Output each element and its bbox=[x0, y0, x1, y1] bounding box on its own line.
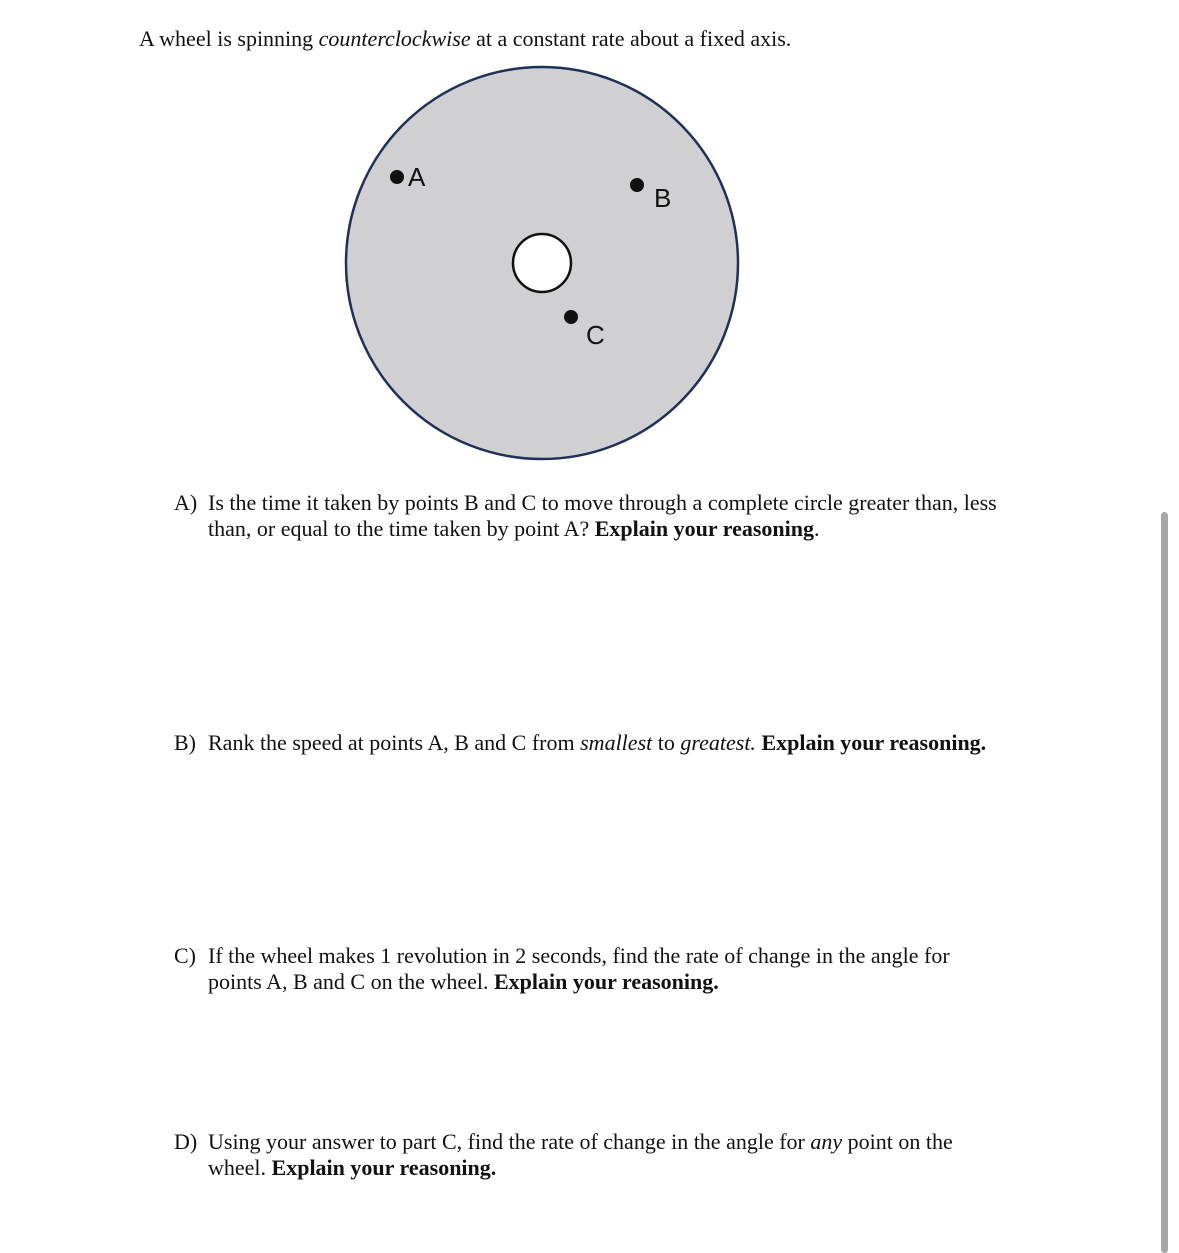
wheel-diagram bbox=[330, 55, 750, 475]
intro-text bbox=[139, 24, 791, 54]
intro-emphasis: counterclockwise bbox=[318, 26, 471, 51]
point-c-dot bbox=[564, 310, 578, 324]
question-a-end: . bbox=[814, 516, 820, 541]
question-b-text1: Rank the speed at points A, B and C from bbox=[208, 730, 581, 755]
point-c-label: C bbox=[586, 320, 605, 350]
question-b-letter: B) bbox=[174, 730, 196, 755]
question-d-line1-wrap bbox=[208, 1129, 1054, 1155]
question-c bbox=[174, 943, 1054, 995]
intro-after: at a constant rate about a fixed axis. bbox=[470, 26, 792, 51]
question-c-bold: Explain your reasoning. bbox=[493, 969, 719, 994]
question-c-letter: C) bbox=[174, 943, 196, 968]
question-d-text2: point on the bbox=[842, 1129, 953, 1154]
question-d-line2-wrap bbox=[208, 1155, 1054, 1181]
question-b-italic1: smallest bbox=[580, 730, 653, 755]
wheel-axle-hole bbox=[513, 234, 571, 292]
intro-before: A wheel is spinning bbox=[139, 26, 319, 51]
question-d-text1: Using your answer to part C, find the rate of change in the angle for bbox=[208, 1129, 811, 1154]
question-b-text2: to bbox=[652, 730, 681, 755]
question-d-letter: D) bbox=[174, 1129, 198, 1154]
question-c-line1: If the wheel makes 1 revolution in 2 seconds, find the rate of change in the angle for bbox=[208, 943, 950, 968]
vertical-scrollbar[interactable] bbox=[1161, 512, 1168, 1253]
question-a-line2: than, or equal to the time taken by point A? bbox=[208, 516, 595, 541]
question-a bbox=[174, 490, 1054, 542]
question-d-body bbox=[208, 1129, 1054, 1181]
question-b-bold: Explain your reasoning. bbox=[761, 730, 987, 755]
point-b-label: B bbox=[654, 183, 672, 213]
question-a-line2-wrap bbox=[208, 516, 1054, 542]
question-b-body bbox=[208, 730, 1054, 756]
question-c-body bbox=[208, 943, 1054, 995]
point-a-label: A bbox=[408, 162, 426, 192]
question-a-bold: Explain your reasoning bbox=[594, 516, 814, 541]
question-a-body bbox=[208, 490, 1054, 542]
question-b bbox=[174, 730, 1054, 756]
question-d-bold: Explain your reasoning. bbox=[271, 1155, 497, 1180]
question-d-line2: wheel. bbox=[208, 1155, 272, 1180]
point-b-dot bbox=[630, 178, 644, 192]
question-d bbox=[174, 1129, 1054, 1181]
question-b-italic2: greatest. bbox=[680, 730, 756, 755]
question-a-letter: A) bbox=[174, 490, 198, 515]
question-a-line1: Is the time it taken by points B and C to move through a complete circle greater than, less bbox=[208, 490, 997, 515]
question-c-line2-wrap bbox=[208, 969, 1054, 995]
question-d-italic: any bbox=[810, 1129, 843, 1154]
point-a-dot bbox=[390, 170, 404, 184]
question-c-line2: points A, B and C on the wheel. bbox=[208, 969, 494, 994]
